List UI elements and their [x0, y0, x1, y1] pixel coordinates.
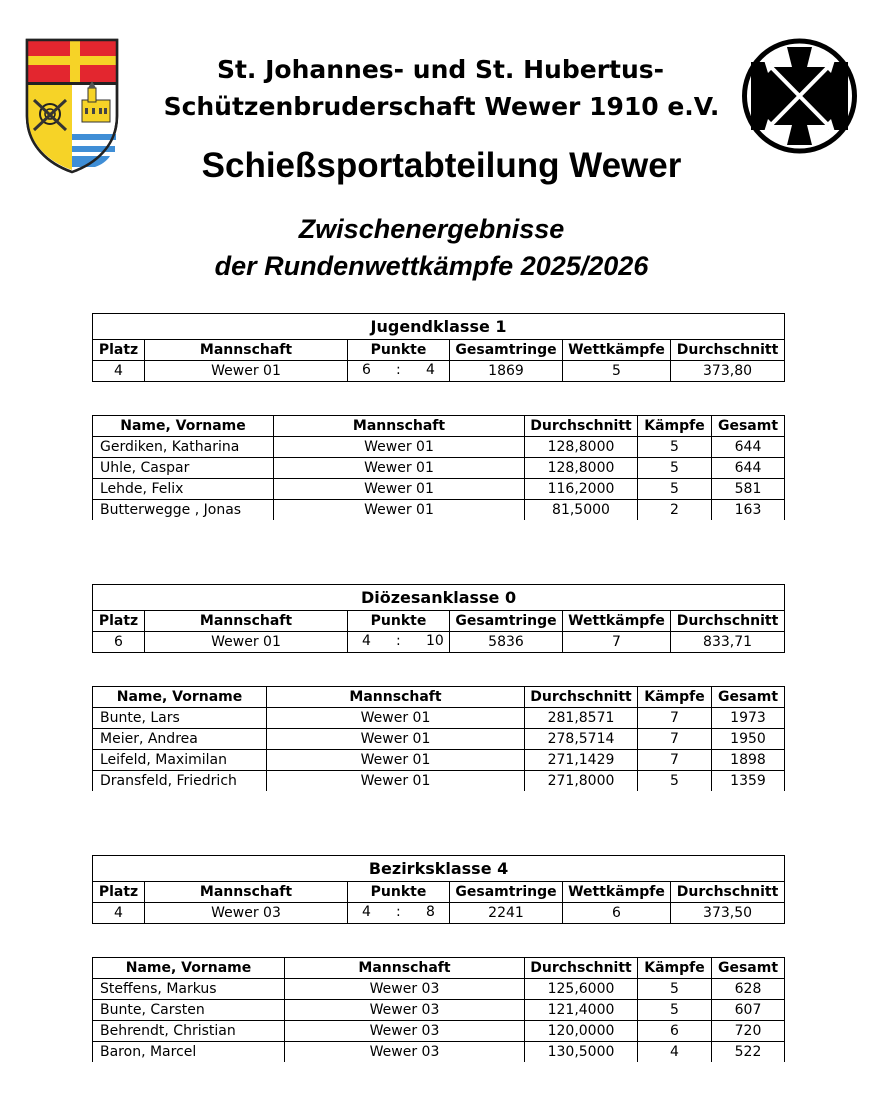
col-punkte: Punkte [348, 882, 450, 903]
shooter-durchschnitt: 130,5000 [525, 1042, 638, 1063]
shooter-kaempfe: 2 [638, 500, 712, 521]
shooter-durchschnitt: 81,5000 [525, 500, 638, 521]
shooter-name: Lehde, Felix [93, 479, 274, 500]
shooter-mannschaft: Wewer 03 [285, 1000, 525, 1021]
shooter-kaempfe: 5 [638, 458, 712, 479]
shooter-gesamt: 581 [712, 479, 785, 500]
shooter-durchschnitt: 271,8000 [525, 771, 638, 792]
shooter-durchschnitt: 125,6000 [525, 979, 638, 1000]
col-wettkaempfe: Wettkämpfe [563, 611, 671, 632]
col-gesamtringe: Gesamtringe [450, 340, 563, 361]
shooter-gesamt: 720 [712, 1021, 785, 1042]
col-mannschaft: Mannschaft [145, 611, 348, 632]
shooter-gesamt: 1359 [712, 771, 785, 792]
shooter-name: Meier, Andrea [93, 729, 267, 750]
col-wettkaempfe: Wettkämpfe [563, 882, 671, 903]
shooter-durchschnitt: 116,2000 [525, 479, 638, 500]
col-gesamt: Gesamt [712, 958, 785, 979]
shooter-name: Bunte, Carsten [93, 1000, 285, 1021]
col-mannschaft: Mannschaft [145, 882, 348, 903]
col-durchschnitt: Durchschnitt [671, 882, 785, 903]
team-platz: 4 [93, 903, 145, 924]
shooter-name: Gerdiken, Katharina [93, 437, 274, 458]
shooter-table-jugendklasse [92, 415, 785, 520]
team-table-dioezesanklasse [92, 584, 785, 653]
col-durchschnitt: Durchschnitt [525, 687, 638, 708]
col-mannschaft: Mannschaft [274, 416, 525, 437]
shooter-kaempfe: 6 [638, 1021, 712, 1042]
col-name: Name, Vorname [93, 687, 267, 708]
shooter-gesamt: 522 [712, 1042, 785, 1063]
shooter-mannschaft: Wewer 01 [267, 750, 525, 771]
col-name: Name, Vorname [93, 416, 274, 437]
shooter-gesamt: 644 [712, 458, 785, 479]
shooter-row [93, 1042, 785, 1063]
col-platz: Platz [93, 340, 145, 361]
shooter-kaempfe: 5 [638, 979, 712, 1000]
team-punkte: 4 : 8 [348, 903, 450, 924]
shooter-mannschaft: Wewer 03 [285, 1021, 525, 1042]
shooter-gesamt: 607 [712, 1000, 785, 1021]
col-kaempfe: Kämpfe [638, 416, 712, 437]
team-platz: 6 [93, 632, 145, 653]
col-punkte: Punkte [348, 340, 450, 361]
col-durchschnitt: Durchschnitt [525, 416, 638, 437]
team-punkte: 4 : 10 [348, 632, 450, 653]
shooter-durchschnitt: 278,5714 [525, 729, 638, 750]
shooter-row [93, 1000, 785, 1021]
team-punkte: 6 : 4 [348, 361, 450, 382]
team-gesamtringe: 5836 [450, 632, 563, 653]
shooter-kaempfe: 5 [638, 437, 712, 458]
col-wettkaempfe: Wettkämpfe [563, 340, 671, 361]
shooter-mannschaft: Wewer 01 [267, 708, 525, 729]
team-mannschaft: Wewer 01 [145, 361, 348, 382]
shooter-durchschnitt: 281,8571 [525, 708, 638, 729]
shooter-row [93, 729, 785, 750]
team-wettkaempfe: 6 [563, 903, 671, 924]
col-mannschaft: Mannschaft [285, 958, 525, 979]
team-platz: 4 [93, 361, 145, 382]
col-gesamtringe: Gesamtringe [450, 882, 563, 903]
shooter-name: Leifeld, Maximilan [93, 750, 267, 771]
shooter-name: Uhle, Caspar [93, 458, 274, 479]
team-table-bezirksklasse [92, 855, 785, 924]
shooter-row [93, 437, 785, 458]
team-mannschaft: Wewer 03 [145, 903, 348, 924]
col-platz: Platz [93, 882, 145, 903]
shooter-name: Steffens, Markus [93, 979, 285, 1000]
shooter-row [93, 1021, 785, 1042]
col-gesamt: Gesamt [712, 687, 785, 708]
shooter-name: Behrendt, Christian [93, 1021, 285, 1042]
shooter-kaempfe: 5 [638, 771, 712, 792]
shooter-mannschaft: Wewer 01 [274, 479, 525, 500]
team-row [93, 903, 785, 924]
shooter-row [93, 500, 785, 521]
shooter-mannschaft: Wewer 01 [274, 458, 525, 479]
col-gesamtringe: Gesamtringe [450, 611, 563, 632]
team-gesamtringe: 2241 [450, 903, 563, 924]
shooter-durchschnitt: 128,8000 [525, 437, 638, 458]
shooter-name: Butterwegge , Jonas [93, 500, 274, 521]
shooter-mannschaft: Wewer 01 [274, 437, 525, 458]
shooter-mannschaft: Wewer 01 [274, 500, 525, 521]
team-wettkaempfe: 5 [563, 361, 671, 382]
col-gesamt: Gesamt [712, 416, 785, 437]
col-punkte: Punkte [348, 611, 450, 632]
shooter-gesamt: 163 [712, 500, 785, 521]
club-name-line-2: Schützenbruderschaft Wewer 1910 e.V. [163, 92, 720, 121]
subtitle-line-2: der Rundenwettkämpfe 2025/2026 [214, 251, 649, 281]
shooter-kaempfe: 5 [638, 1000, 712, 1021]
col-platz: Platz [93, 611, 145, 632]
shooter-gesamt: 628 [712, 979, 785, 1000]
col-kaempfe: Kämpfe [638, 687, 712, 708]
shooter-table-dioezesanklasse [92, 686, 785, 791]
shooter-name: Baron, Marcel [93, 1042, 285, 1063]
shooter-durchschnitt: 271,1429 [525, 750, 638, 771]
shooter-kaempfe: 4 [638, 1042, 712, 1063]
team-row [93, 361, 785, 382]
team-durchschnitt: 373,80 [671, 361, 785, 382]
team-wettkaempfe: 7 [563, 632, 671, 653]
subtitle-line-1: Zwischenergebnisse [298, 214, 565, 244]
shooter-durchschnitt: 120,0000 [525, 1021, 638, 1042]
shooter-mannschaft: Wewer 01 [267, 729, 525, 750]
shooter-gesamt: 644 [712, 437, 785, 458]
shooter-durchschnitt: 128,8000 [525, 458, 638, 479]
shooter-kaempfe: 7 [638, 708, 712, 729]
class-title: Diözesanklasse 0 [93, 585, 785, 611]
team-durchschnitt: 373,50 [671, 903, 785, 924]
col-kaempfe: Kämpfe [638, 958, 712, 979]
shooter-row [93, 458, 785, 479]
team-row [93, 632, 785, 653]
col-name: Name, Vorname [93, 958, 285, 979]
shooter-kaempfe: 7 [638, 729, 712, 750]
shooter-durchschnitt: 121,4000 [525, 1000, 638, 1021]
department-title: Schießsportabteilung Wewer [201, 146, 682, 185]
shooter-kaempfe: 5 [638, 479, 712, 500]
class-title: Jugendklasse 1 [93, 314, 785, 340]
shooter-gesamt: 1950 [712, 729, 785, 750]
team-table-jugendklasse [92, 313, 785, 382]
shooter-name: Dransfeld, Friedrich [93, 771, 267, 792]
shooter-mannschaft: Wewer 01 [267, 771, 525, 792]
shooter-kaempfe: 7 [638, 750, 712, 771]
col-durchschnitt: Durchschnitt [525, 958, 638, 979]
shooter-mannschaft: Wewer 03 [285, 1042, 525, 1063]
shooter-gesamt: 1973 [712, 708, 785, 729]
col-durchschnitt: Durchschnitt [671, 340, 785, 361]
team-durchschnitt: 833,71 [671, 632, 785, 653]
team-mannschaft: Wewer 01 [145, 632, 348, 653]
shooter-row [93, 479, 785, 500]
shooter-row [93, 979, 785, 1000]
col-mannschaft: Mannschaft [145, 340, 348, 361]
col-mannschaft: Mannschaft [267, 687, 525, 708]
club-name-line-1: St. Johannes- und St. Hubertus- [216, 55, 665, 84]
shooter-table-bezirksklasse [92, 957, 785, 1062]
class-title: Bezirksklasse 4 [93, 856, 785, 882]
shooter-gesamt: 1898 [712, 750, 785, 771]
shooter-name: Bunte, Lars [93, 708, 267, 729]
shooter-mannschaft: Wewer 03 [285, 979, 525, 1000]
shooter-row [93, 771, 785, 792]
shooter-row [93, 708, 785, 729]
col-durchschnitt: Durchschnitt [671, 611, 785, 632]
shooter-row [93, 750, 785, 771]
team-gesamtringe: 1869 [450, 361, 563, 382]
